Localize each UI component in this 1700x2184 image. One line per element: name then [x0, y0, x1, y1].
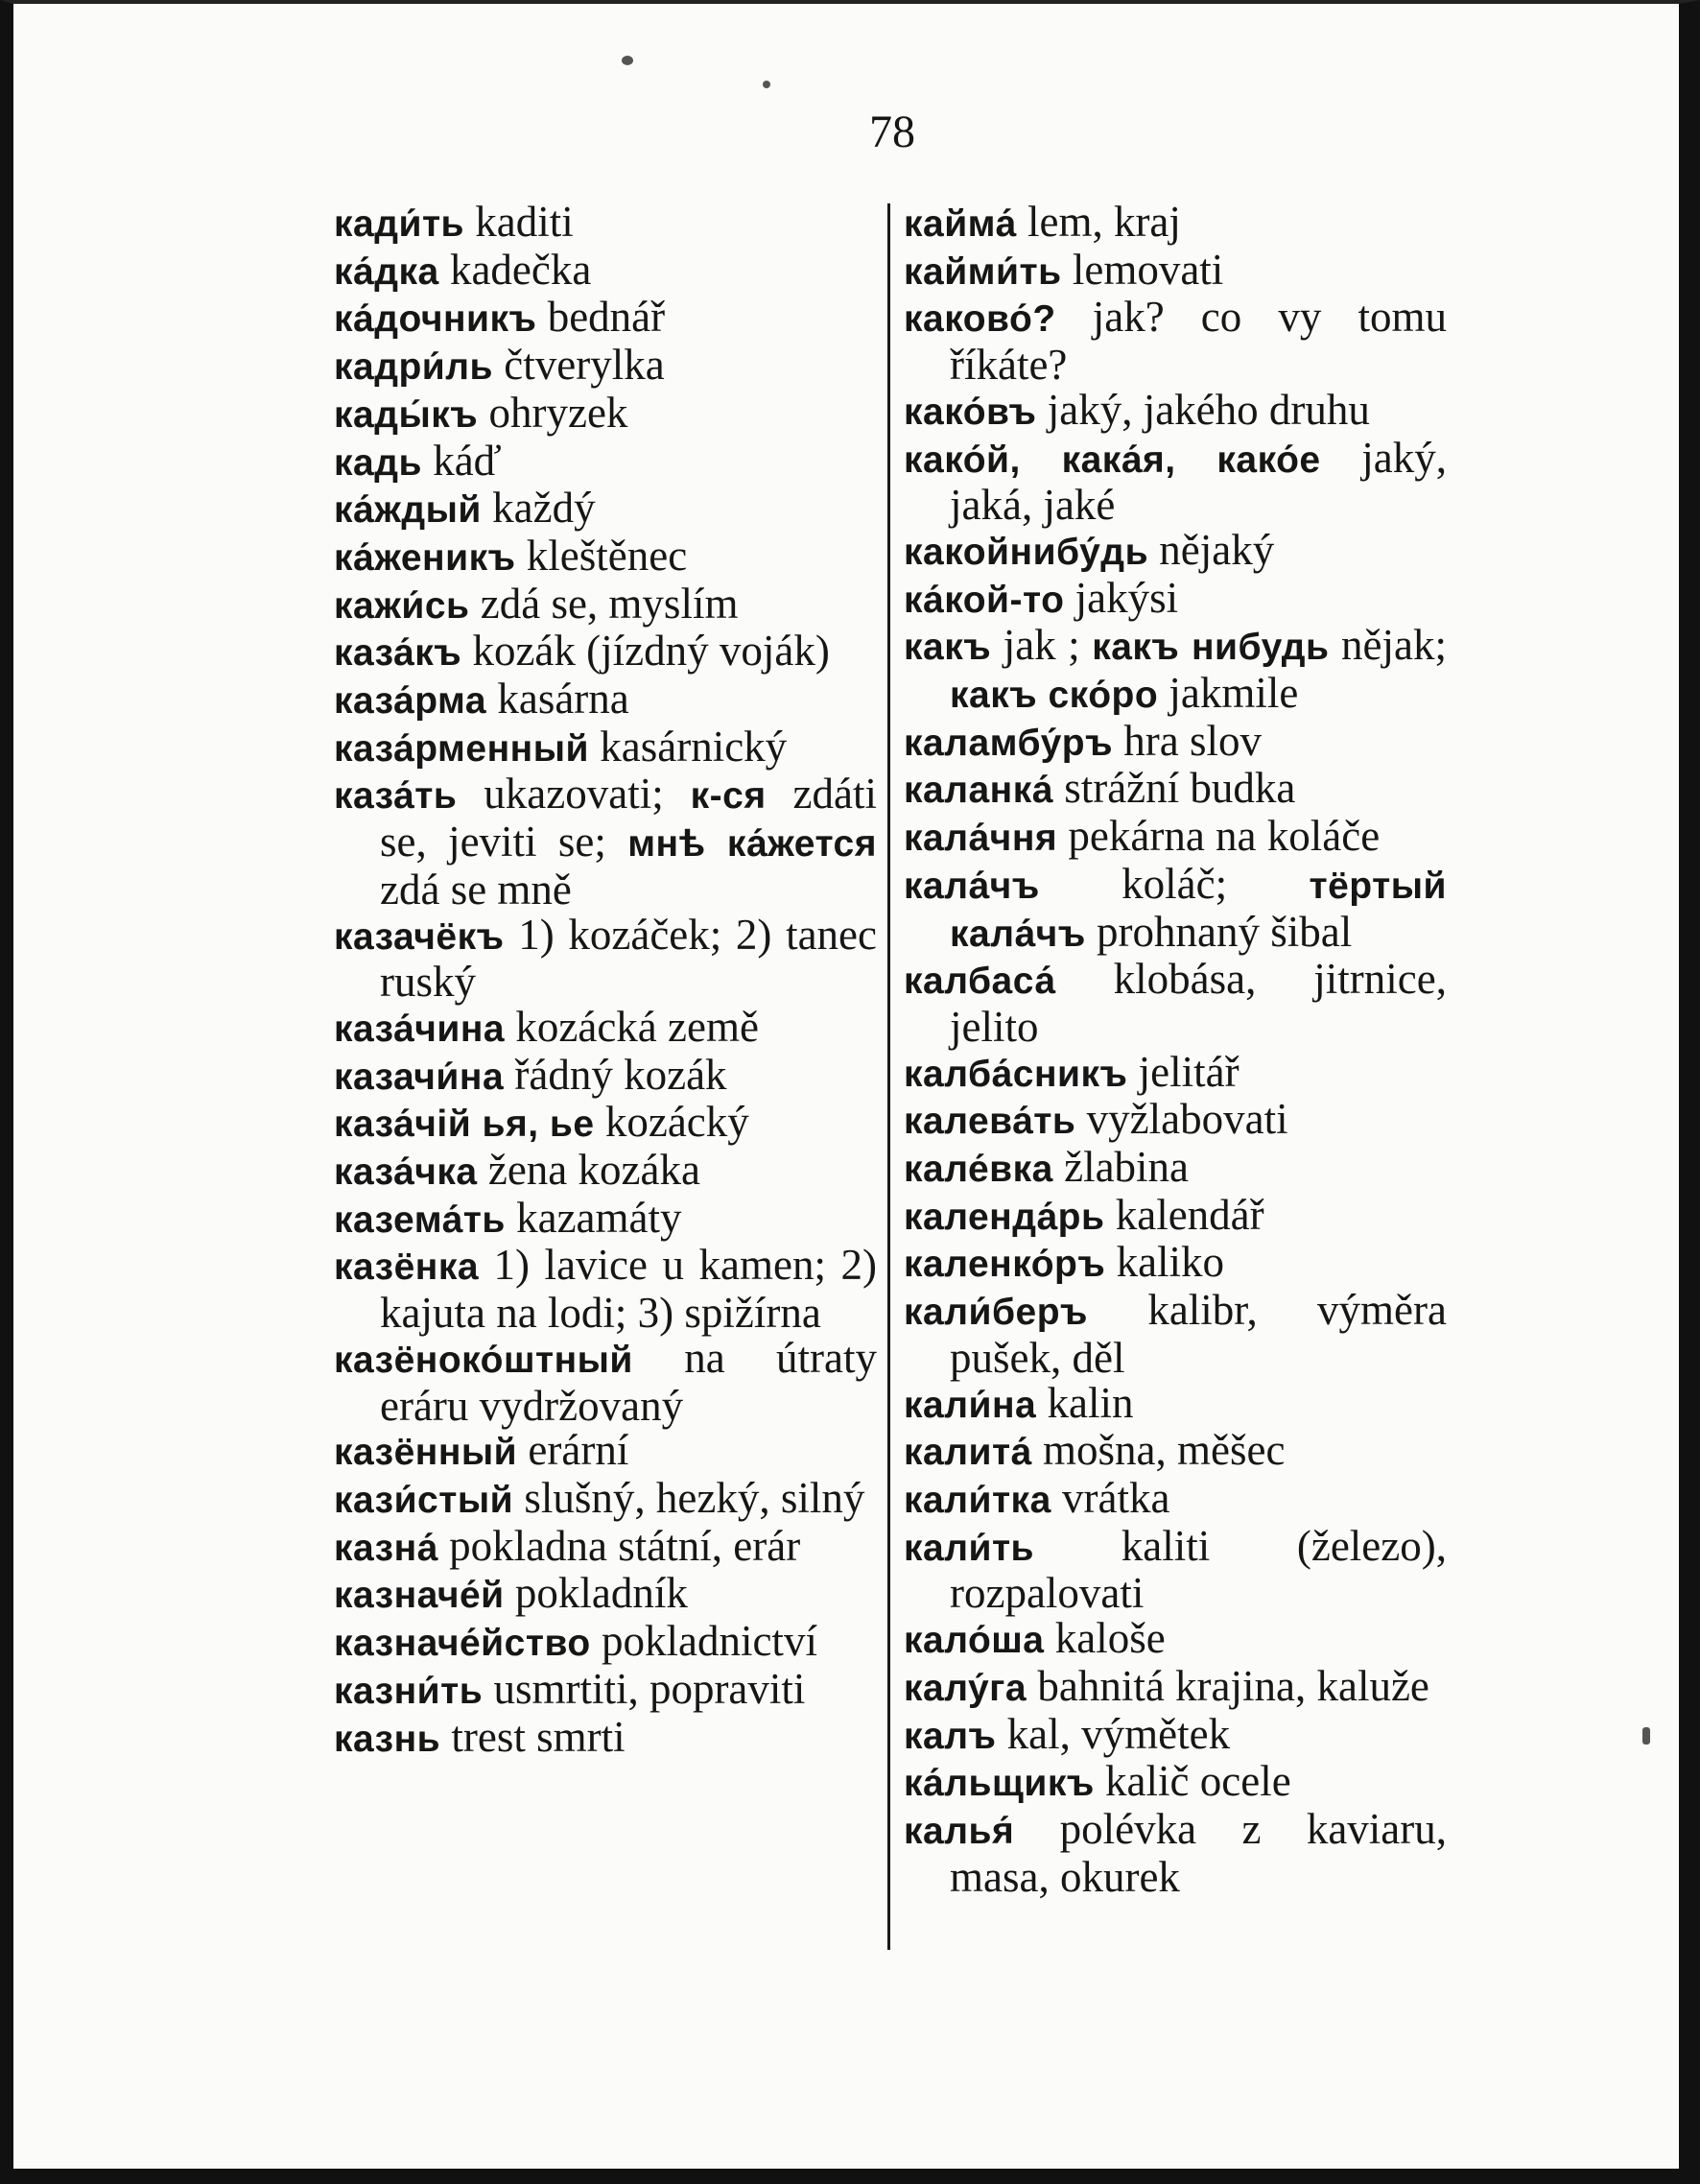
dictionary-entry [904, 385, 1447, 436]
entry-headword: кала́чня [904, 818, 1058, 860]
entry-translation: slušný, hezký, silný [513, 1473, 865, 1522]
entry-headword: кайми́ть [904, 250, 1062, 293]
entry-headword: кадь [334, 441, 422, 484]
entry-translation: pekárna na koláče [1057, 812, 1381, 861]
dictionary-entry [334, 1148, 877, 1196]
entry-headword: каза́чина [334, 1008, 506, 1050]
entry-headword: казна́ [334, 1527, 438, 1569]
entry-translation: zdá se, myslím [469, 579, 739, 628]
entry-translation: žena kozáka [477, 1146, 700, 1195]
dictionary-entry [904, 766, 1447, 814]
entry-translation: kaloše [1044, 1614, 1166, 1663]
column-divider [887, 203, 890, 1950]
entry-headword: калита́ [904, 1432, 1032, 1474]
dictionary-entry [904, 293, 1447, 390]
dictionary-entry [904, 525, 1447, 576]
dictionary-entry [334, 295, 877, 343]
entry-translation: na útraty eráru vydržovaný [380, 1333, 877, 1430]
right-column [904, 200, 1447, 1899]
dictionary-entry [334, 1333, 877, 1430]
entry-headword: калъ [904, 1715, 997, 1757]
entry-headword: каленко́ръ [904, 1244, 1106, 1286]
dictionary-entry [904, 1428, 1447, 1476]
entry-translation: řádný kozák [504, 1050, 727, 1099]
dictionary-entry [334, 579, 877, 629]
entry-headword: казачи́на [334, 1056, 505, 1098]
dictionary-entry [904, 1616, 1447, 1664]
entry-headword: кале́вка [904, 1149, 1053, 1191]
entry-headword: казема́ть [334, 1199, 506, 1241]
entry-headword: кала́чъ [904, 865, 1040, 907]
entry-headword: калья́ [904, 1810, 1015, 1852]
entry-headword: казачёкъ [334, 915, 505, 958]
entry-headword: ка́ждый [334, 489, 482, 532]
dictionary-entry [334, 436, 877, 487]
left-column [334, 200, 877, 1762]
dictionary-entry [334, 1100, 877, 1148]
entry-headword: каламбу́ръ [904, 722, 1114, 764]
entry-translation: strážní budka [1052, 764, 1296, 813]
entry-translation: každý [481, 484, 596, 533]
entry-translation: kaliti (železo), rozpalovati [950, 1521, 1447, 1618]
scan-speck [622, 56, 633, 65]
entry-translation: erární [517, 1426, 629, 1475]
entry-translation: kozácký [594, 1098, 749, 1147]
entry-translation: kasárna [486, 675, 629, 724]
dictionary-entry [904, 716, 1447, 767]
dictionary-entry [904, 573, 1447, 624]
dictionary-entry [904, 623, 1447, 718]
entry-translation: bahnitá krajina, kaluže [1027, 1661, 1429, 1710]
entry-headword: казёноко́штный [334, 1339, 633, 1381]
entry-headword: казни́ть [334, 1670, 484, 1712]
entry-headword: казначе́й [334, 1575, 505, 1617]
entry-translation: hra slov [1113, 716, 1263, 765]
entry-translation: kozácká země [505, 1002, 759, 1051]
dictionary-entry [904, 1097, 1447, 1145]
dictionary-entry [904, 814, 1447, 862]
entry-headword: каза́ть [334, 775, 458, 818]
entry-headword: какъ [904, 627, 992, 669]
entry-translation: žlabina [1052, 1143, 1190, 1192]
entry-translation: usmrtiti, popraviti [483, 1664, 806, 1713]
entry-headword: каза́къ [334, 632, 462, 675]
entry-translation: vyžlabovati [1075, 1095, 1288, 1144]
entry-headword: к-ся [690, 775, 767, 818]
entry-headword: кали́тка [904, 1479, 1051, 1521]
dictionary-entry [904, 1047, 1447, 1098]
scan-speck [1642, 1727, 1650, 1745]
entry-translation: 1) kozáček; 2) tanec ruský [380, 910, 877, 1007]
entry-translation: bednář [536, 293, 666, 342]
dictionary-entry [334, 200, 877, 248]
dictionary-entry [334, 629, 877, 677]
entry-translation: koláč; [1039, 859, 1310, 908]
dictionary-entry [334, 245, 877, 296]
entry-headword: казённый [334, 1432, 518, 1474]
entry-translation: mošna, měšec [1031, 1426, 1286, 1475]
dictionary-entry [904, 433, 1447, 530]
dictionary-entry [334, 1193, 877, 1244]
dictionary-entry [904, 245, 1447, 296]
entry-translation: polévka z kaviaru, masa, okurek [950, 1804, 1447, 1901]
dictionary-entry [904, 1804, 1447, 1901]
entry-headword: како́й, кака́я, како́е [904, 439, 1321, 481]
dictionary-entry [334, 1473, 877, 1524]
entry-translation: jelitář [1127, 1047, 1240, 1096]
entry-translation: kazamáty [505, 1193, 682, 1242]
entry-translation: ukazovati; [457, 770, 691, 819]
dictionary-entry [904, 859, 1447, 957]
dictionary-entry [334, 677, 877, 724]
dictionary-entry [334, 1664, 877, 1715]
entry-translation: vrátka [1051, 1473, 1170, 1522]
entry-translation: kalendář [1104, 1190, 1264, 1239]
entry-headword: кали́беръ [904, 1292, 1088, 1334]
dictionary-entry [904, 1759, 1447, 1807]
entry-translation: pokladnictví [590, 1617, 817, 1666]
entry-headword: кали́на [904, 1384, 1037, 1426]
dictionary-entry [904, 1288, 1447, 1380]
entry-headword: какойнибу́дь [904, 531, 1149, 573]
dictionary-entry [904, 1709, 1447, 1760]
entry-translation: prohnaný šibal [1085, 907, 1353, 956]
entry-headword: каланка́ [904, 770, 1053, 812]
entry-headword: казнь [334, 1718, 441, 1760]
dictionary-entry [334, 1619, 877, 1667]
dictionary-entry [334, 1050, 877, 1101]
dictionary-entry [904, 1378, 1447, 1429]
entry-translation: jak? co vy tomu říkáte? [950, 293, 1447, 390]
entry-translation: jakmile [1158, 669, 1299, 718]
entry-headword: кады́къ [334, 393, 479, 436]
entry-translation: pokladna státní, erár [437, 1521, 801, 1570]
entry-headword: кало́ша [904, 1620, 1045, 1662]
dictionary-entry [334, 1521, 877, 1572]
dictionary-entry [904, 1661, 1447, 1712]
entry-headword: какъ ско́ро [950, 675, 1159, 717]
entry-translation: lem, kraj [1016, 198, 1181, 246]
entry-headword: кадри́ль [334, 346, 494, 389]
entry-headword: како́въ [904, 391, 1037, 433]
entry-translation: kalič ocele [1094, 1757, 1291, 1806]
entry-translation: kasárnický [589, 722, 788, 771]
entry-translation: kaliko [1105, 1238, 1225, 1287]
dictionary-entry [904, 1521, 1447, 1618]
dictionary-entry [904, 1145, 1447, 1193]
entry-headword: калу́га [904, 1667, 1027, 1709]
dictionary-entry [334, 486, 877, 534]
entry-translation: zdá se mně [380, 865, 572, 914]
dictionary-entry [904, 1190, 1447, 1241]
entry-headword: каза́рменный [334, 727, 589, 770]
entry-headword: казёнка [334, 1246, 480, 1289]
entry-translation: kaditi [464, 198, 574, 246]
entry-translation: kalin [1036, 1378, 1134, 1427]
entry-translation: trest smrti [440, 1712, 626, 1761]
entry-translation: nějaký [1148, 525, 1275, 574]
entry-translation: 1) lavice u kamen; 2) kajuta na lodi; 3) spižírna [380, 1241, 877, 1338]
entry-headword: каза́чка [334, 1151, 478, 1194]
entry-translation: káď [421, 436, 502, 485]
dictionary-entry [334, 531, 877, 582]
entry-translation: jakýsi [1064, 573, 1179, 622]
entry-headword: ка́льщикъ [904, 1763, 1095, 1805]
entry-translation: kal, výmětek [996, 1709, 1231, 1758]
dictionary-entry [334, 1241, 877, 1338]
entry-headword: каза́рма [334, 680, 487, 723]
dictionary-entry [334, 910, 877, 1007]
entry-headword: ка́дочникъ [334, 298, 537, 341]
entry-translation: jaký, jakého druhu [1036, 385, 1370, 434]
entry-headword: кали́ть [904, 1527, 1035, 1569]
dictionary-entry [334, 772, 877, 912]
entry-headword: ка́женикъ [334, 536, 516, 579]
entry-headword: кази́стый [334, 1479, 514, 1521]
page-number: 78 [869, 107, 915, 157]
entry-headword: ка́дка [334, 250, 439, 293]
entry-headword: каково́? [904, 298, 1056, 341]
entry-translation: kleštěnec [515, 531, 688, 580]
dictionary-entry [334, 388, 877, 439]
entry-headword: мнѣ ка́жется [627, 823, 877, 866]
scan-speck [763, 81, 770, 88]
entry-headword: ка́кой-то [904, 579, 1065, 621]
entry-headword: кажи́сь [334, 584, 470, 627]
dictionary-entry [334, 1002, 877, 1053]
entry-translation: čtverylka [493, 341, 665, 390]
dictionary-entry [904, 1240, 1447, 1288]
dictionary-entry [904, 200, 1447, 248]
entry-translation: pokladník [504, 1569, 688, 1618]
entry-headword: казначе́йство [334, 1623, 591, 1665]
dictionary-entry [904, 1473, 1447, 1524]
entry-headword: калба́сникъ [904, 1053, 1128, 1095]
entry-translation: zdáti se, jeviti se; [380, 770, 877, 866]
dictionary-entry [904, 957, 1447, 1049]
entry-translation: kadečka [438, 245, 592, 294]
entry-headword: каза́чій ья, ье [334, 1104, 595, 1146]
entry-translation: nějak; [1329, 621, 1447, 670]
dictionary-entry [334, 724, 877, 772]
entry-headword: калбаса́ [904, 961, 1056, 1003]
entry-translation: ohryzek [478, 388, 628, 437]
dictionary-entry [334, 1428, 877, 1476]
dictionary-entry [334, 1712, 877, 1763]
entry-headword: тёртый кала́чъ [950, 865, 1447, 955]
entry-headword: какъ нибудь [1092, 627, 1330, 669]
entry-translation: klobása, jitrnice, jelito [950, 955, 1447, 1051]
entry-translation: jak ; [991, 621, 1093, 670]
dictionary-entry [334, 343, 877, 391]
entry-headword: кайма́ [904, 203, 1017, 245]
entry-translation: kalibr, výměra pušek, děl [950, 1286, 1447, 1382]
entry-translation: lemovati [1061, 245, 1224, 294]
entry-headword: калева́ть [904, 1101, 1076, 1143]
entry-headword: кади́ть [334, 203, 465, 245]
entry-translation: kozák (jízdný voják) [461, 627, 830, 676]
dictionary-entry [334, 1571, 877, 1619]
entry-headword: календа́рь [904, 1196, 1105, 1238]
entry-translation: jaký, jaká, jaké [950, 433, 1447, 530]
